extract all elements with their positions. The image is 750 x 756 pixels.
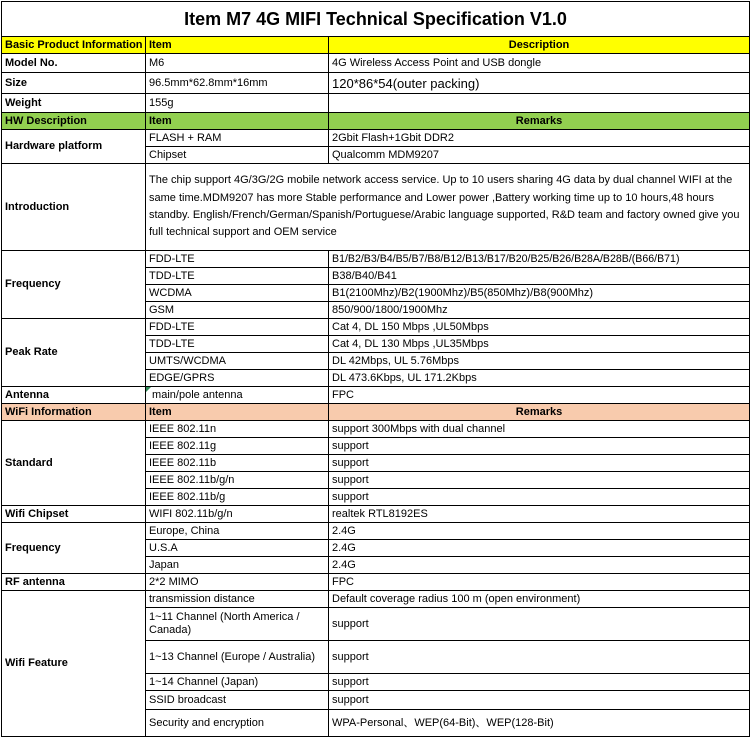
row-item: TDD-LTE: [146, 336, 329, 353]
spec-table: [1, 1, 750, 737]
row-item: EDGE/GPRS: [146, 370, 329, 387]
row-value: 850/900/1800/1900Mhz: [329, 302, 750, 319]
wifi-header-remarks: Remarks: [329, 404, 750, 421]
row-value: support: [329, 489, 750, 506]
row-item: GSM: [146, 302, 329, 319]
row-item: FDD-LTE: [146, 319, 329, 336]
table-row: [2, 591, 750, 608]
row-item: Chipset: [146, 147, 329, 164]
introduction-row: [2, 164, 750, 251]
row-item: transmission distance: [146, 591, 329, 608]
row-item: WIFI 802.11b/g/n: [146, 506, 329, 523]
row-item: U.S.A: [146, 540, 329, 557]
row-item: WCDMA: [146, 285, 329, 302]
row-value: 2.4G: [329, 540, 750, 557]
table-row: [2, 574, 750, 591]
table-row: [2, 251, 750, 268]
row-value: support: [329, 438, 750, 455]
table-row: [2, 319, 750, 336]
wifi-header-row: [2, 404, 750, 421]
basic-header-row: [2, 37, 750, 54]
row-item: 1~13 Channel (Europe / Australia): [146, 641, 329, 674]
row-value: support: [329, 472, 750, 489]
row-item: IEEE 802.11b/g/n: [146, 472, 329, 489]
table-row: [2, 523, 750, 540]
introduction-label: Introduction: [2, 164, 146, 251]
table-row: [2, 130, 750, 147]
row-value: WPA-Personal、WEP(64-Bit)、WEP(128-Bit): [329, 710, 750, 737]
table-row: [2, 94, 750, 113]
row-value: Default coverage radius 100 m (open environment): [329, 591, 750, 608]
row-item: IEEE 802.11b/g: [146, 489, 329, 506]
row-value: B38/B40/B41: [329, 268, 750, 285]
standard-label: Standard: [2, 421, 146, 506]
row-item: FLASH + RAM: [146, 130, 329, 147]
row-value: FPC: [329, 574, 750, 591]
row-item: UMTS/WCDMA: [146, 353, 329, 370]
row-value: B1/B2/B3/B4/B5/B7/B8/B12/B13/B17/B20/B25/B26/B28A/B28B/(B66/B71): [329, 251, 750, 268]
row-item: Japan: [146, 557, 329, 574]
row-value: Qualcomm MDM9207: [329, 147, 750, 164]
row-value: support 300Mbps with dual channel: [329, 421, 750, 438]
row-value: B1(2100Mhz)/B2(1900Mhz)/B5(850Mhz)/B8(900Mhz): [329, 285, 750, 302]
row-item: main/pole antenna: [146, 387, 329, 404]
row-value: 2.4G: [329, 523, 750, 540]
row-item: IEEE 802.11g: [146, 438, 329, 455]
row-value: realtek RTL8192ES: [329, 506, 750, 523]
row-value: support: [329, 608, 750, 641]
row-label: Size: [2, 73, 146, 94]
row-item: 1~14 Channel (Japan): [146, 674, 329, 691]
row-value: DL 42Mbps, UL 5.76Mbps: [329, 353, 750, 370]
hw-header-remarks: Remarks: [329, 113, 750, 130]
row-item: FDD-LTE: [146, 251, 329, 268]
basic-header-label: Basic Product Information: [2, 37, 146, 54]
hardware-platform-label: Hardware platform: [2, 130, 146, 164]
row-value: support: [329, 455, 750, 472]
row-item: Security and encryption: [146, 710, 329, 737]
wifi-feature-label: Wifi Feature: [2, 591, 146, 737]
row-item: 96.5mm*62.8mm*16mm: [146, 73, 329, 94]
table-row: [2, 387, 750, 404]
row-value: 2Gbit Flash+1Gbit DDR2: [329, 130, 750, 147]
row-label: Model No.: [2, 54, 146, 73]
hw-header-item: Item: [146, 113, 329, 130]
peak-rate-label: Peak Rate: [2, 319, 146, 387]
row-value: Cat 4, DL 150 Mbps ,UL50Mbps: [329, 319, 750, 336]
antenna-label: Antenna: [2, 387, 146, 404]
wifi-header-item: Item: [146, 404, 329, 421]
row-item: Europe, China: [146, 523, 329, 540]
basic-header-description: Description: [329, 37, 750, 54]
wifi-header-label: WiFi Information: [2, 404, 146, 421]
title-row: [2, 2, 750, 37]
introduction-text: The chip support 4G/3G/2G mobile network access service. Up to 10 users sharing 4G data by dual channel WIFI at the same time.MDM9207 has more Stable performance and Lower power ,Battery working time up to 10 hours,48 hours standby. English/French/German/Spanish/Portuguese/Arabic language supported, R&D team and factory owned give you full technical support and OEM service: [146, 164, 750, 251]
row-value: support: [329, 691, 750, 710]
row-value: Cat 4, DL 130 Mbps ,UL35Mbps: [329, 336, 750, 353]
basic-header-item: Item: [146, 37, 329, 54]
row-item: 155g: [146, 94, 329, 113]
table-row: [2, 54, 750, 73]
hw-header-row: [2, 113, 750, 130]
row-value: 4G Wireless Access Point and USB dongle: [329, 54, 750, 73]
row-item: M6: [146, 54, 329, 73]
wifi-chipset-label: Wifi Chipset: [2, 506, 146, 523]
row-value: [329, 94, 750, 113]
page-title: Item M7 4G MIFI Technical Specification V1.0: [2, 2, 750, 37]
table-row: [2, 73, 750, 94]
row-item: SSID broadcast: [146, 691, 329, 710]
row-value: FPC: [329, 387, 750, 404]
row-value: support: [329, 674, 750, 691]
row-value: 120*86*54(outer packing): [329, 73, 750, 94]
row-item: TDD-LTE: [146, 268, 329, 285]
table-row: [2, 421, 750, 438]
row-item: 2*2 MIMO: [146, 574, 329, 591]
row-value: support: [329, 641, 750, 674]
rf-antenna-label: RF antenna: [2, 574, 146, 591]
row-item: IEEE 802.11n: [146, 421, 329, 438]
row-label: Weight: [2, 94, 146, 113]
wifi-frequency-label: Frequency: [2, 523, 146, 574]
hw-header-label: HW Description: [2, 113, 146, 130]
table-row: [2, 506, 750, 523]
row-value: DL 473.6Kbps, UL 171.2Kbps: [329, 370, 750, 387]
row-value: 2.4G: [329, 557, 750, 574]
frequency-label: Frequency: [2, 251, 146, 319]
row-item: 1~11 Channel (North America / Canada): [146, 608, 329, 641]
row-item: IEEE 802.11b: [146, 455, 329, 472]
